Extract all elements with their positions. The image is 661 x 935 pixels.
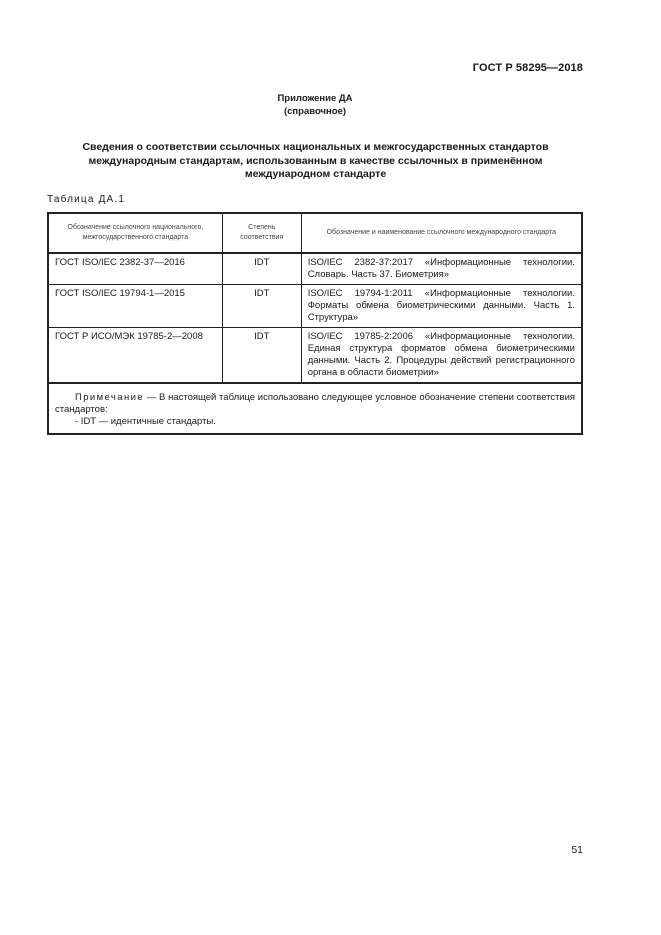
table-note-row — [48, 383, 582, 434]
table-row — [48, 253, 582, 285]
column-header-national: Обозначение ссылочного национального, межгосударственного стандарта — [48, 213, 222, 253]
column-header-degree: Степень соответствия — [222, 213, 301, 253]
column-header-international: Обозначение и наименование ссылочного международного стандарта — [301, 213, 582, 253]
note-item: - IDT — идентичные стандарты. — [75, 416, 216, 427]
table-row — [48, 328, 582, 384]
section-title: Сведения о соответствии ссылочных национальных и межгосударственных стандартов международным стандартам, использованным в качестве ссылочных в применённом международном стандарте — [82, 141, 549, 180]
annex-status: (справочное) — [283, 106, 347, 117]
annex-title: Приложение ДА — [277, 93, 353, 104]
note-dash: — — [146, 392, 157, 403]
table-label: Таблица ДА.1 — [47, 194, 126, 205]
international-standard-cell: ISO/IEC 19794-1:2011 «Информационные технологии. Форматы обмена биометрическими данными. Часть 1. Структура» — [301, 285, 582, 328]
international-standard-cell: ISO/IEC 19785-2:2006 «Информационные технологии. Единая структура форматов обмена биометрическими данными. Часть 2. Процедуры действий регистрационного органа в области биометрии» — [301, 328, 582, 384]
degree-cell: IDT — [222, 285, 301, 328]
page-number: 51 — [571, 844, 583, 856]
note-text: В настоящей таблице использовано следующее условное обозначение степени соответствия стандартов: — [55, 392, 576, 415]
annex-heading — [0, 92, 630, 118]
national-standard-cell: ГОСТ Р ИСО/МЭК 19785-2—2008 — [48, 328, 222, 384]
document-code: ГОСТ Р 58295—2018 — [472, 62, 583, 74]
note-heading: Примечание — [75, 392, 144, 403]
correspondence-table — [47, 212, 583, 435]
table-header-row — [48, 213, 582, 253]
table-row — [48, 285, 582, 328]
national-standard-cell: ГОСТ ISO/IEC 2382-37—2016 — [48, 253, 222, 285]
international-standard-cell: ISO/IEC 2382-37:2017 «Информационные технологии. Словарь. Часть 37. Биометрия» — [301, 253, 582, 285]
degree-cell: IDT — [222, 253, 301, 285]
national-standard-cell: ГОСТ ISO/IEC 19794-1—2015 — [48, 285, 222, 328]
table-note — [48, 383, 582, 434]
degree-cell: IDT — [222, 328, 301, 384]
